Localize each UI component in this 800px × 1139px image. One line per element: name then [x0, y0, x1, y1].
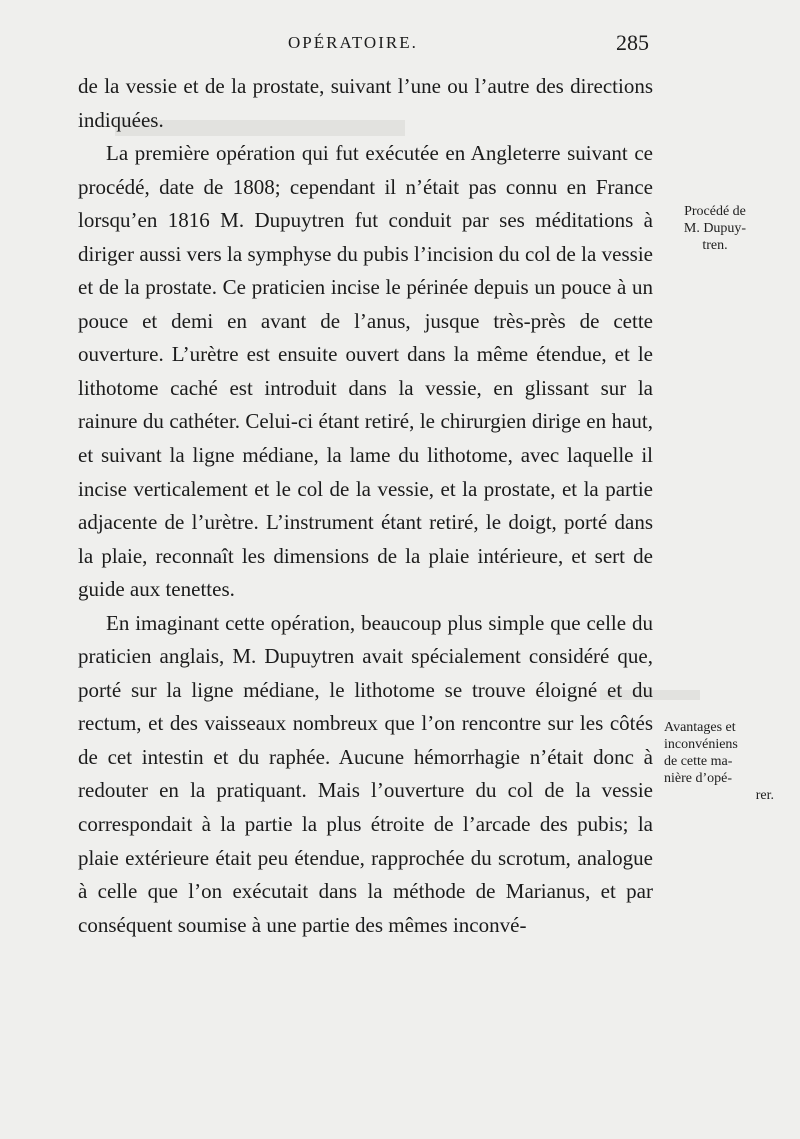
margin-note-advantages-line-4: nière d’opé- [664, 771, 733, 786]
margin-note-advantages-line-5: rer. [755, 788, 774, 803]
running-head: OPÉRATOIRE. [288, 33, 418, 52]
margin-note-procedure-line-1: Procédé de [684, 204, 746, 219]
margin-note-advantages-line-2: inconvéniens [664, 737, 738, 752]
margin-note-procedure-line-2: M. Dupuy- [683, 221, 747, 236]
body-paragraph-2: La première opération qui fut exécutée en Angleterre suivant ce procédé, date de 1808; cependant il n’était pas connu en France lorsqu’en 1816 M. Dupuytren fut conduit par ses méditations à diriger aussi vers la symphyse du pubis l’incision du col de la vessie et de la prostate. Ce praticien incise le périnée depuis un pouce à un pouce et demi en avant de l’anus, jusque très-près de cette ouverture. L’urètre est ensuite ouvert dans la même étendue, et le lithotome caché est introduit dans la vessie, en glissant sur la rainure du cathéter. Celui-ci étant retiré, le chirurgien dirige en haut, et suivant la ligne médiane, la lame du lithotome, avec laquelle il incise verticalement et le col de la vessie, et la prostate, et la partie adjacente de l’urètre. L’instrument étant retiré, le doigt, porté dans la plaie, reconnaît les dimensions de la plaie intérieure, et sert de guide aux tenettes. [78, 141, 653, 602]
body-paragraph-3: En imaginant cette opération, beaucoup plus simple que celle du praticien anglais, M. Dupuytren avait spécialement considéré que, porté sur la ligne médiane, le lithotome se trouve éloigné et du rectum, et des vaisseaux nombreux que l’on rencontre sur les côtés de cet intestin et du raphée. Aucune hémorrhagie n’était donc à redouter en la pratiquant. Mais l’ouverture du col de la vessie correspondait à la partie la plus étroite de l’arcade des pubis; la plaie extérieure était peu étendue, rapprochée du scrotum, analogue à celle que l’on exécutait dans la méthode de Marianus, et par conséquent soumise à une partie des mêmes inconvé- [78, 610, 653, 937]
page-number: 285 [616, 30, 649, 55]
margin-note-advantages [664, 719, 774, 804]
margin-note-advantages-line-1: Avantages et [664, 720, 736, 735]
margin-note-procedure [665, 203, 765, 254]
main-body-text [78, 70, 653, 942]
margin-note-procedure-line-3: tren. [702, 238, 728, 253]
body-paragraph-1: de la vessie et de la prostate, suivant l’une ou l’autre des directions indiquées. [78, 74, 653, 132]
page-header [0, 31, 660, 61]
margin-note-advantages-line-3: de cette ma- [664, 754, 733, 769]
